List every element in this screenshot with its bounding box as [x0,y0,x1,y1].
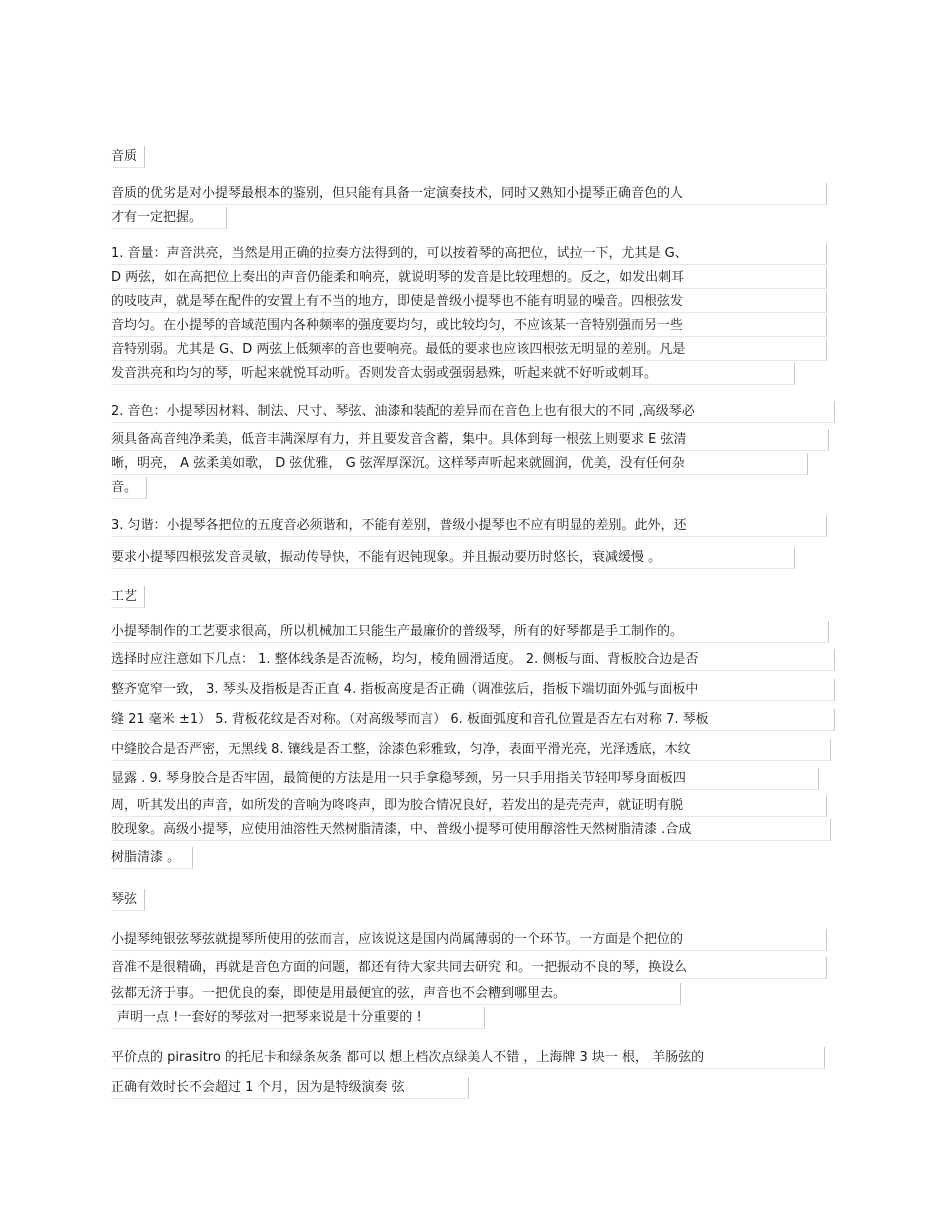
text-line: 正确有效时长不会超过 1 个月，因为是特级演奏 弦 [111,1077,469,1099]
text-line: 树脂清漆 。 [111,847,193,869]
text-line: 声明一点 !一套好的琴弦对一把琴来说是十分重要的 ! [111,1007,485,1029]
text-line: 整齐宽窄一致， 3. 琴头及指板是否正直 4. 指板高度是否正确（调准弦后，指板下端切面外弧与面板中 [111,679,835,701]
text-line: 音质的优劣是对小提琴最根本的鉴别，但只能有具备一定演奏技术，同时又熟知小提琴正确音色的人 [111,183,827,205]
text-line: 显露 . 9. 琴身胶合是否牢固，最简便的方法是用一只手拿稳琴颈，另一只手用指关节轻叩琴身面板四 [111,768,819,790]
text-line: 周，听其发出的声音，如所发的音响为咚咚声，即为胶合情况良好，若发出的是壳壳声，就证明有脱 [111,795,827,817]
text-line: 晰，明亮， A 弦柔美如歌， D 弦优雅， G 弦浑厚深沉。这样琴声听起来就圆润，优美，没有任何杂 [111,453,808,475]
heading-yinzhi: 音质 [111,146,145,168]
text-line: 小提琴制作的工艺要求很高，所以机械加工只能生产最廉价的普级琴，所有的好琴都是手工制作的。 [111,621,829,643]
text-line: 音特别弱。尤其是 G、D 两弦上低频率的音也要响亮。最低的要求也应该四根弦无明显的差别。凡是 [111,339,827,361]
text-line: 发音洪亮和均匀的琴，听起来就悦耳动听。否则发音太弱或强弱悬殊，听起来就不好听或刺耳。 [111,363,795,385]
text-line: 弦都无济于事。一把优良的秦，即使是用最便宜的弦，声音也不会糟到哪里去。 [111,983,681,1005]
text-line: 的吱吱声，就是琴在配件的安置上有不当的地方，即使是普级小提琴也不能有明显的噪音。四根弦发 [111,291,827,313]
text-line: 缝 21 毫米 ±1） 5. 背板花纹是否对称。（对高级琴而言） 6. 板面弧度和音孔位置是否左右对称 7. 琴板 [111,709,835,731]
text-line: 选择时应注意如下几点： 1. 整体线条是否流畅，均匀，棱角圆滑适度。 2. 侧板与面、背板胶合边是否 [111,649,835,671]
text-line: 2. 音色：小提琴因材料、制法、尺寸、琴弦、油漆和装配的差异而在音色上也有很大的不同 ,高级琴必 [111,401,835,423]
text-line: 才有一定把握。 [111,207,227,229]
text-line: 平价点的 pirasitro 的托尼卡和绿条灰条 都可以 想上档次点绿美人不错 ，上海牌 3 块一 根， 羊肠弦的 [111,1047,825,1069]
heading-qinxian: 琴弦 [111,889,145,911]
text-line: 1. 音量：声音洪亮，当然是用正确的拉奏方法得到的，可以按着琴的高把位，试拉一下，尤其是 G、 [111,243,827,265]
heading-gongyi: 工艺 [111,586,145,608]
text-line: 中缝胶合是否严密，无黑线 8. 镶线是否工整，涂漆色彩雅致，匀净，表面平滑光亮，光泽透底，木纹 [111,739,831,761]
text-line: D 两弦，如在高把位上奏出的声音仍能柔和响亮，就说明琴的发音是比较理想的。反之，如发出刺耳 [111,267,827,289]
text-line: 小提琴纯银弦琴弦就提琴所使用的弦而言，应该说这是国内尚属薄弱的一个环节。一方面是个把位的 [111,929,827,951]
text-line: 音。 [111,477,147,499]
text-line: 音准不是很精确，再就是音色方面的问题，都还有待大家共同去研究 和。一把振动不良的琴，换设么 [111,957,827,979]
text-line: 音均匀。在小提琴的音域范围内各种频率的强度要均匀，或比较均匀，不应该某一音特别强而另一些 [111,315,827,337]
text-line: 要求小提琴四根弦发音灵敏，振动传导快，不能有迟钝现象。并且振动要历时悠长，衰减缓慢 。 [111,547,795,569]
text-line: 胶现象。高级小提琴，应使用油溶性天然树脂清漆，中、普级小提琴可使用醇溶性天然树脂清漆 .合成 [111,819,831,841]
text-line: 3. 匀谐：小提琴各把位的五度音必须谐和，不能有差别，普级小提琴也不应有明显的差别。此外，还 [111,515,827,537]
text-line: 须具备高音纯净柔美，低音丰满深厚有力，并且要发音含蓄，集中。具体到每一根弦上则要求 E 弦清 [111,429,829,451]
